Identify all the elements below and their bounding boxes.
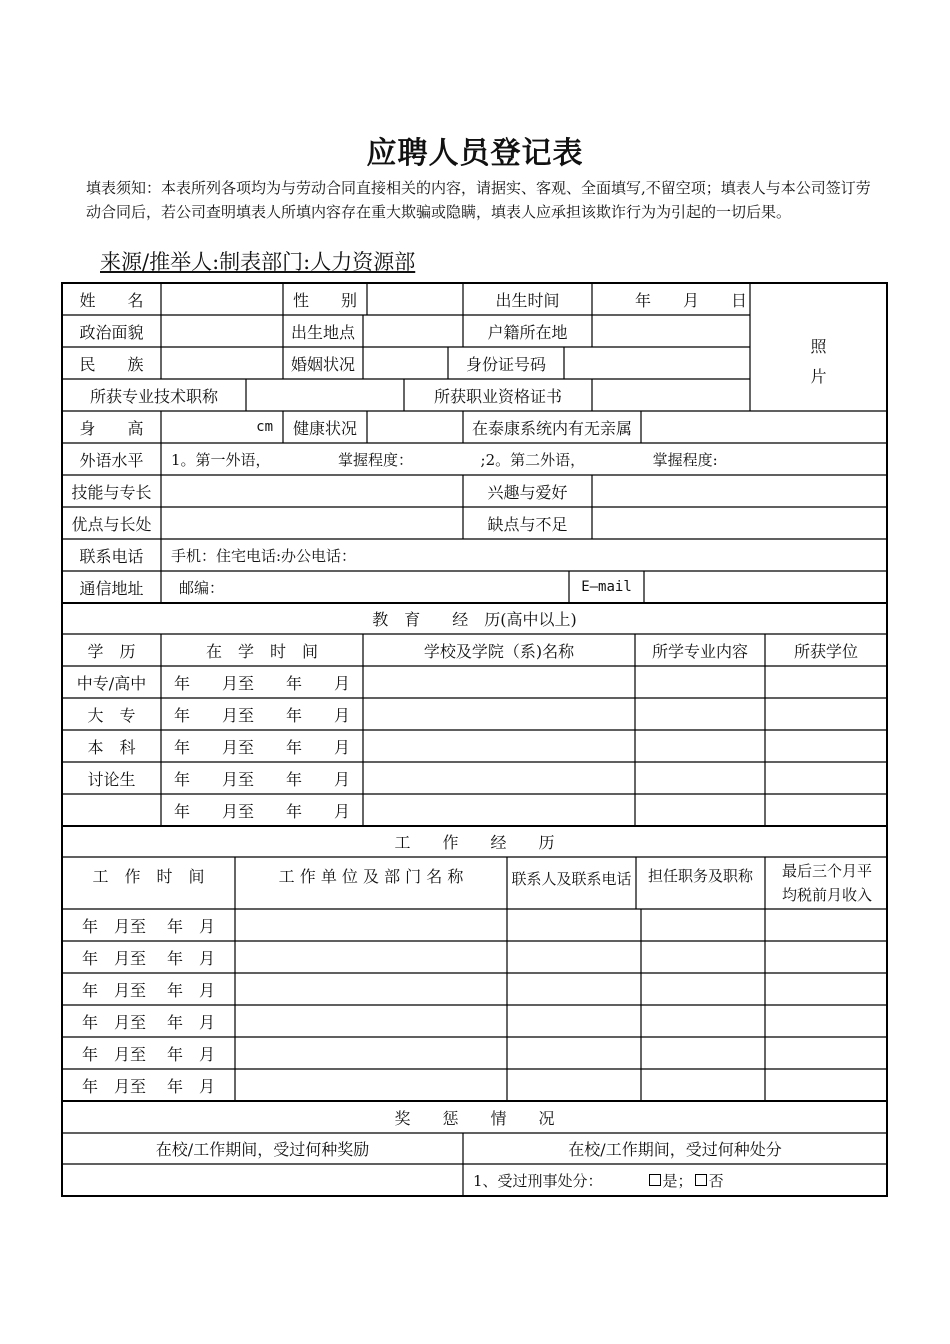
work-row-time[interactable]: 年 月至 年 月 <box>81 1012 216 1032</box>
height-unit: cm <box>256 419 273 435</box>
photo-label-2: 片 <box>810 366 827 386</box>
work-row-time[interactable]: 年 月至 年 月 <box>81 916 216 936</box>
rewards-header: 奖 惩 情 况 <box>394 1108 555 1128</box>
strengths-label: 优点与长处 <box>71 514 152 534</box>
penalties-label: 在校/工作期间，受过何种处分 <box>568 1140 782 1159</box>
edu-col-level: 学 历 <box>87 641 136 661</box>
edu-col-time: 在 学 时 间 <box>205 641 318 661</box>
work-row-time[interactable]: 年 月至 年 月 <box>81 980 216 1000</box>
edu-col-major: 所学专业内容 <box>651 641 748 661</box>
page-title: 应聘人员登记表 <box>366 136 584 171</box>
work-col-time: 工 作 时 间 <box>92 866 205 886</box>
work-col-position: 担任职务及职称 <box>647 866 753 885</box>
political-label: 政治面貌 <box>79 322 144 342</box>
work-row-time[interactable]: 年 月至 年 月 <box>81 948 216 968</box>
gender-field[interactable] <box>367 283 463 315</box>
tech-title-label: 所获专业技术职称 <box>89 386 218 406</box>
household-label: 户籍所在地 <box>487 322 568 342</box>
awards-label: 在校/工作期间，受过何种奖励 <box>155 1140 370 1159</box>
gender-label: 性 别 <box>292 290 357 310</box>
birthplace-label: 出生地点 <box>290 322 355 342</box>
health-label: 健康状况 <box>292 418 357 438</box>
name-field[interactable] <box>161 283 283 315</box>
vocational-cert-label: 所获职业资格证书 <box>433 386 562 406</box>
work-row-time[interactable]: 年 月至 年 月 <box>81 1044 216 1064</box>
no-checkbox[interactable] <box>695 1174 707 1186</box>
work-row-time[interactable]: 年 月至 年 月 <box>81 1076 216 1096</box>
phone-value[interactable]: 手机：住宅电话:办公电话： <box>171 546 357 565</box>
edu-row-time[interactable]: 年 月至 年 月 <box>173 769 350 789</box>
relatives-label: 在泰康系统内有无亲属 <box>471 418 632 438</box>
edu-row-level <box>62 794 161 826</box>
photo-label-1: 照 <box>810 336 827 356</box>
edu-col-degree: 所获学位 <box>793 641 858 661</box>
criminal-row <box>463 1164 887 1196</box>
yes-label: 是； <box>662 1171 693 1190</box>
interests-label: 兴趣与爱好 <box>487 482 568 502</box>
edu-row-time[interactable]: 年 月至 年 月 <box>173 673 350 693</box>
address-label: 通信地址 <box>79 578 144 598</box>
work-header: 工 作 经 历 <box>394 833 555 852</box>
criminal-label: 1、受过刑事处分： <box>473 1171 603 1190</box>
weaknesses-label: 缺点与不足 <box>487 514 568 534</box>
name-label: 姓 名 <box>79 290 144 310</box>
skills-label: 技能与专长 <box>71 482 152 502</box>
fill-notice: 填表须知：本表所列各项均为与劳动合同直接相关的内容，请据实、客观、全面填写,不留空项；填表人与本公司签订劳动合同后，若公司查明填表人所填内容存在重大欺骗或隐瞒，填表人应承担该欺诈行为为引起的一切后果。 <box>86 179 871 221</box>
marital-label: 婚姻状况 <box>290 354 355 374</box>
work-col-income: 最后三个月平均税前月收入 <box>781 862 872 904</box>
edu-row-level: 讨论生 <box>87 769 136 789</box>
edu-row-level: 中专/高中 <box>76 673 147 693</box>
id-number-label: 身份证号码 <box>465 354 546 374</box>
edu-row-time[interactable]: 年 月至 年 月 <box>173 801 350 821</box>
birth-time-label: 出生时间 <box>495 290 560 310</box>
phone-label: 联系电话 <box>79 546 144 566</box>
yes-checkbox[interactable] <box>649 1174 661 1186</box>
education-header: 教 育 经 历(高中以上) <box>372 610 577 629</box>
birth-date-field[interactable]: 年 月 日 <box>634 290 747 310</box>
edu-row-level: 大 专 <box>87 705 136 725</box>
edu-row-time[interactable]: 年 月至 年 月 <box>173 737 350 757</box>
language-label: 外语水平 <box>79 450 144 470</box>
ethnicity-label: 民 族 <box>79 354 144 374</box>
edu-row-level: 本 科 <box>87 737 136 757</box>
no-label: 否 <box>708 1171 724 1190</box>
work-col-contact: 联系人及联系电话 <box>511 869 632 888</box>
source-line: 来源/推举人:制表部门:人力资源部 <box>100 250 416 274</box>
work-col-employer: 工 作 单 位 及 部 门 名 称 <box>278 866 464 886</box>
email-label: E—mail <box>581 579 632 595</box>
postcode-label[interactable]: 邮编： <box>179 578 225 597</box>
height-label: 身 高 <box>79 418 144 438</box>
language-value[interactable]: 1。第一外语， 掌握程度： ;2。第二外语， 掌握程度: <box>171 450 718 469</box>
edu-col-school: 学校及学院（系)名称 <box>423 641 575 661</box>
edu-row-time[interactable]: 年 月至 年 月 <box>173 705 350 725</box>
